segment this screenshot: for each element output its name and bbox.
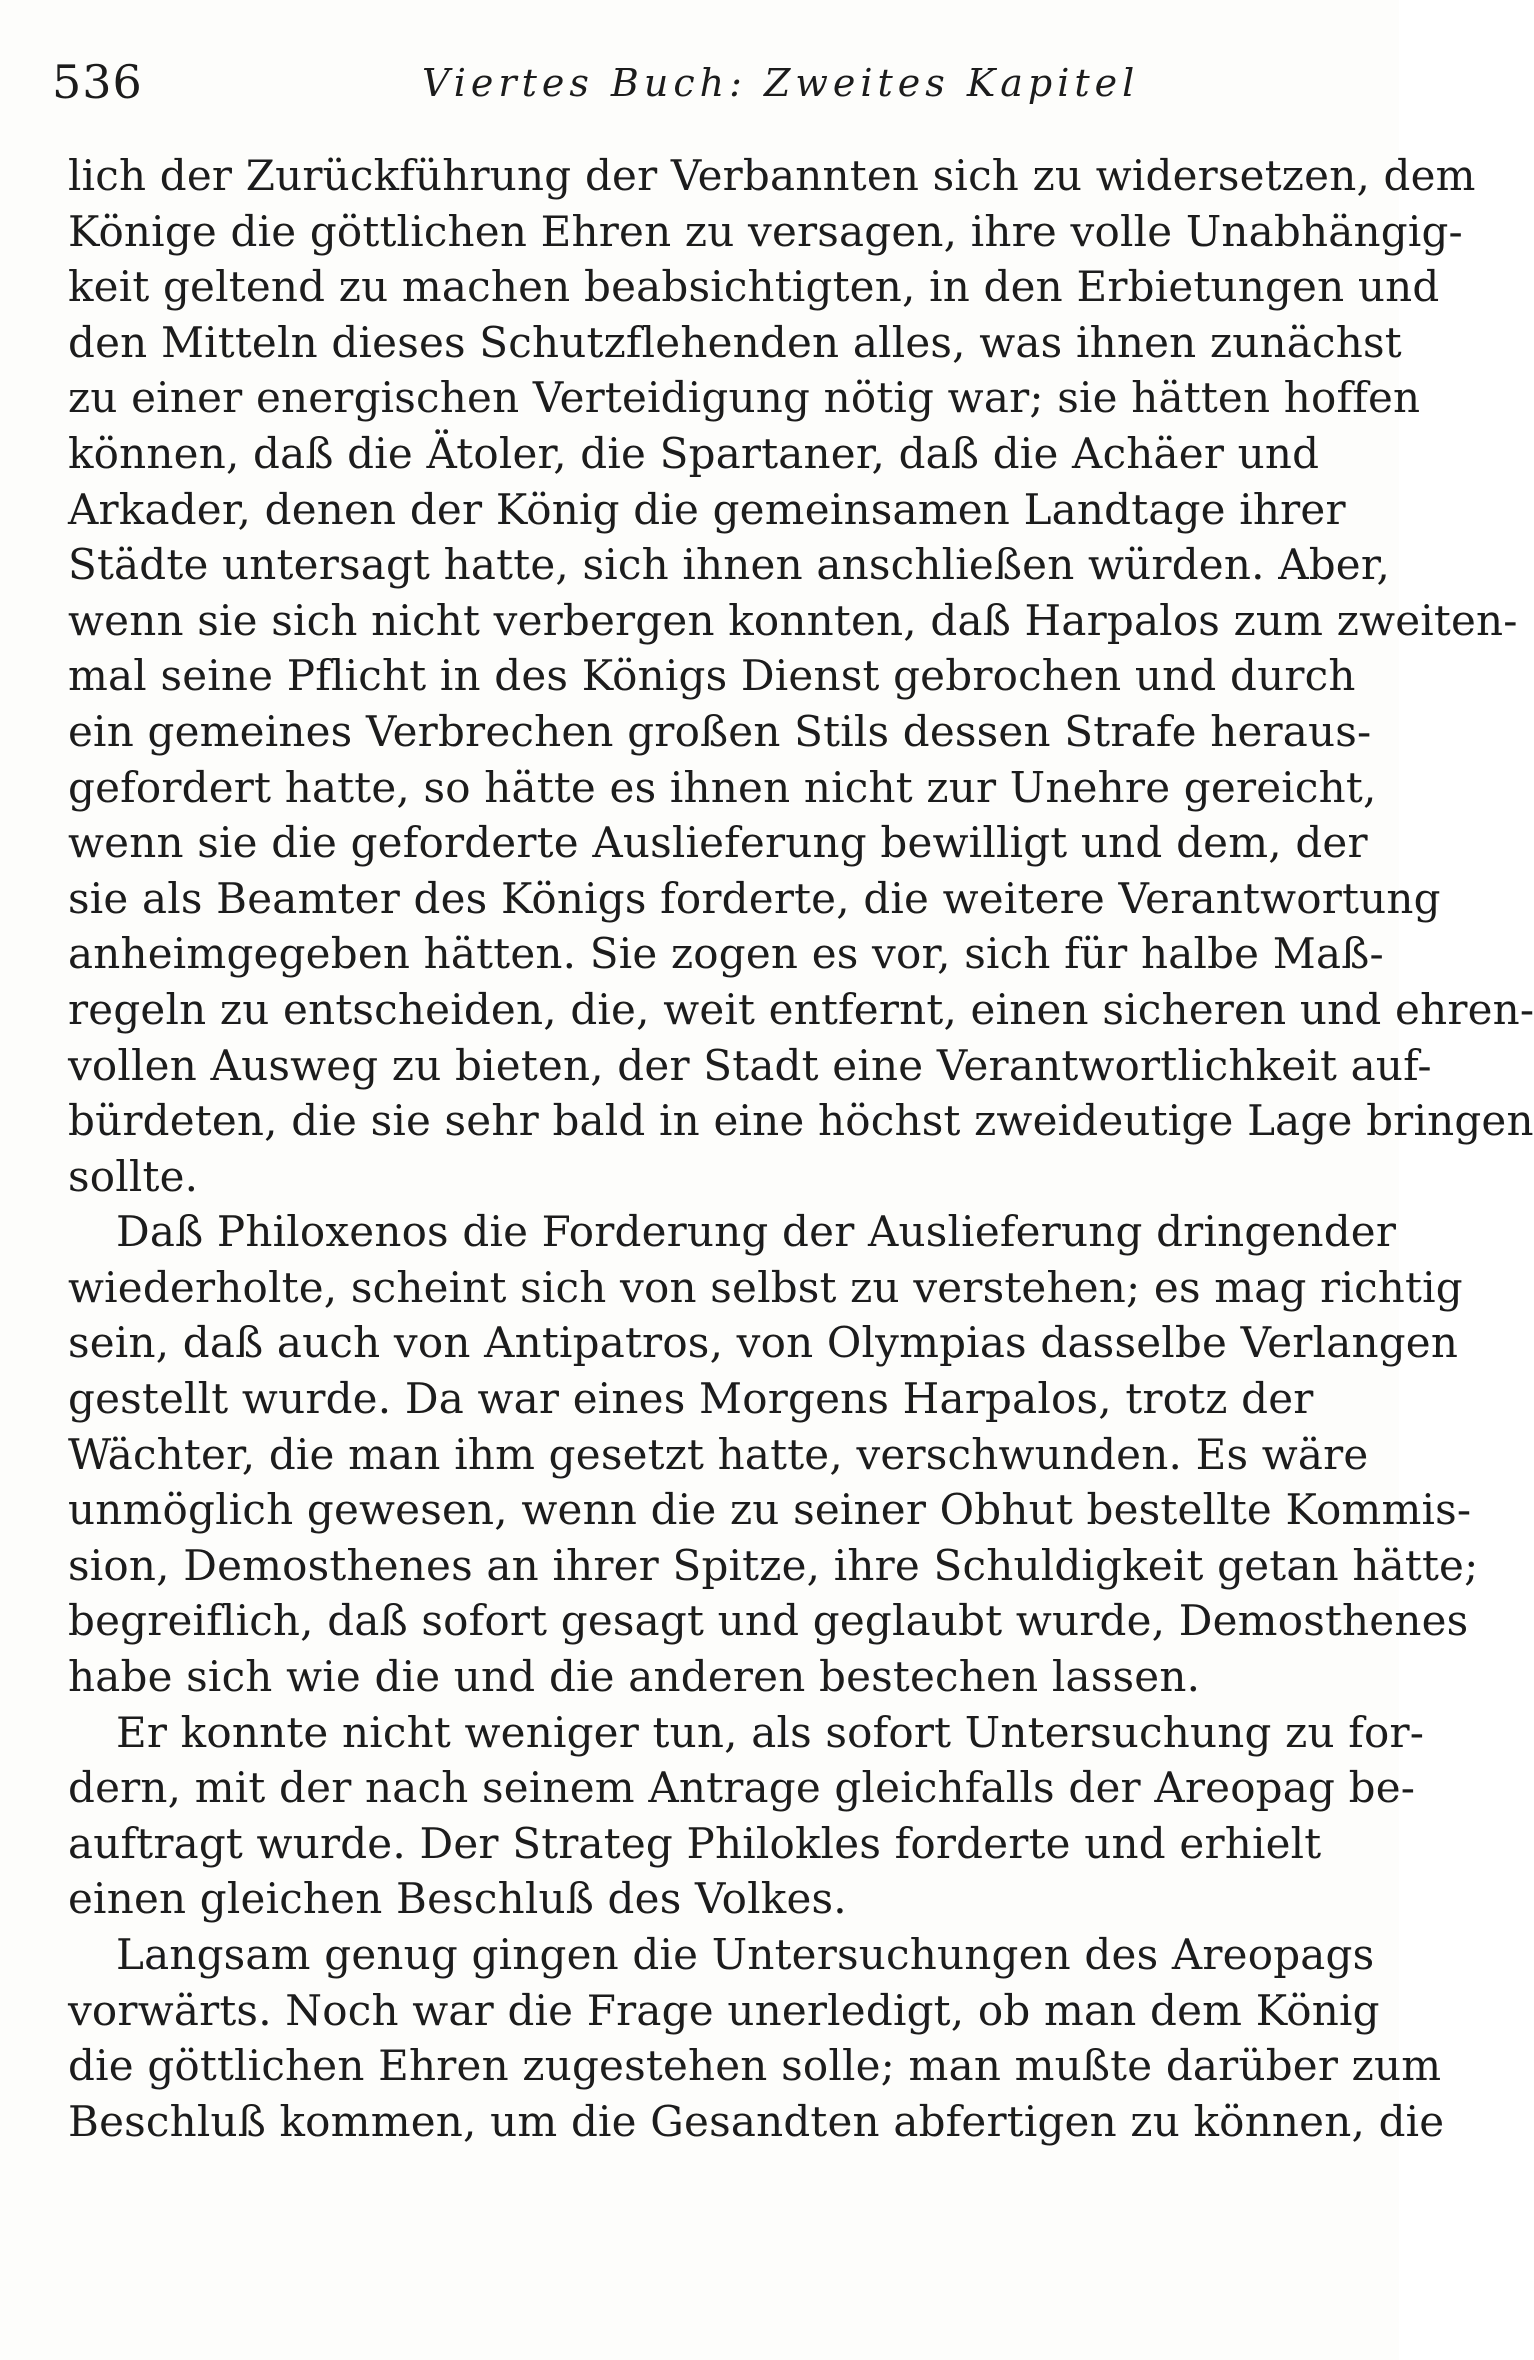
text-line: wenn sie sich nicht verbergen konnten, daß Harpalos zum zweiten-	[68, 595, 1518, 645]
text-line: keit geltend zu machen beabsichtigten, in den Erbietungen und	[68, 262, 1440, 312]
text-line: Arkader, denen der König die gemeinsamen Landtage ihrer	[68, 484, 1346, 534]
chapter-header: Viertes Buch: Zweites Kapitel	[422, 61, 1140, 105]
text-line: Langsam genug gingen die Untersuchungen des Areopags	[116, 1930, 1375, 1979]
text-line: auftragt wurde. Der Strateg Philokles forderte und erhielt	[68, 1818, 1322, 1868]
text-line: sie als Beamter des Königs forderte, die weitere Verantwortung	[68, 873, 1441, 923]
paragraph-4	[68, 1927, 1445, 2149]
text-line: zu einer energischen Verteidigung nötig war; sie hätten hoffen	[68, 373, 1421, 423]
text-line: ein gemeines Verbrechen großen Stils dessen Strafe heraus-	[68, 706, 1372, 756]
text-line: anheimgegeben hätten. Sie zogen es vor, sich für halbe Maß-	[68, 929, 1384, 979]
text-line: regeln zu entscheiden, die, weit entfernt, einen sicheren und ehren-	[68, 984, 1534, 1034]
text-line: Wächter, die man ihm gesetzt hatte, verschwunden. Es wäre	[68, 1429, 1369, 1479]
text-line: wiederholte, scheint sich von selbst zu verstehen; es mag richtig	[68, 1262, 1463, 1312]
text-line: habe sich wie die und die anderen bestechen lassen.	[68, 1652, 1201, 1702]
text-line: mal seine Pflicht in des Königs Dienst gebrochen und durch	[68, 651, 1356, 701]
text-line: Könige die göttlichen Ehren zu versagen, ihre volle Unabhängig-	[68, 206, 1463, 256]
text-line: unmöglich gewesen, wenn die zu seiner Obhut bestellte Kommis-	[68, 1485, 1472, 1535]
text-line: sion, Demosthenes an ihrer Spitze, ihre Schuldigkeit getan hätte;	[68, 1540, 1479, 1590]
running-head	[52, 52, 1352, 112]
text-line: die göttlichen Ehren zugestehen solle; man mußte darüber zum	[68, 2041, 1442, 2091]
text-line: wenn sie die geforderte Auslieferung bewilligt und dem, der	[68, 818, 1368, 868]
text-line: bürdeten, die sie sehr bald in eine höchst zweideutige Lage bringen	[68, 1096, 1534, 1146]
text-line: sollte.	[68, 1151, 199, 1201]
paragraph-3	[68, 1705, 1425, 1927]
text-line: Er konnte nicht weniger tun, als sofort Untersuchung zu for-	[116, 1707, 1425, 1757]
text-line: einen gleichen Beschluß des Volkes.	[68, 1874, 847, 1924]
text-line: lich der Zurückführung der Verbannten sich zu widersetzen, dem	[68, 151, 1476, 200]
paragraph-2	[68, 1204, 1479, 1704]
text-line: sein, daß auch von Antipatros, von Olympias dasselbe Verlangen	[68, 1318, 1459, 1368]
text-line: Städte untersagt hatte, sich ihnen anschließen würden. Aber,	[68, 540, 1391, 590]
text-line: Daß Philoxenos die Forderung der Auslieferung dringender	[116, 1207, 1397, 1257]
text-line: dern, mit der nach seinem Antrage gleichfalls der Areopag be-	[68, 1763, 1416, 1813]
text-line: gefordert hatte, so hätte es ihnen nicht zur Unehre gereicht,	[68, 762, 1377, 812]
text-line: gestellt wurde. Da war eines Morgens Harpalos, trotz der	[68, 1374, 1314, 1424]
text-line: begreiflich, daß sofort gesagt und geglaubt wurde, Demosthenes	[68, 1596, 1469, 1646]
text-line: Beschluß kommen, um die Gesandten abfertigen zu können, die	[68, 2096, 1445, 2146]
text-body	[68, 148, 1534, 2149]
page-number: 536	[52, 55, 143, 109]
text-line: vollen Ausweg zu bieten, der Stadt eine Verantwortlichkeit auf-	[68, 1040, 1432, 1090]
text-line: den Mitteln dieses Schutzflehenden alles, was ihnen zunächst	[68, 317, 1402, 367]
text-line: vorwärts. Noch war die Frage unerledigt, ob man dem König	[68, 1985, 1380, 2035]
paragraph-1	[68, 148, 1534, 1204]
text-line: können, daß die Ätoler, die Spartaner, daß die Achäer und	[68, 428, 1320, 478]
